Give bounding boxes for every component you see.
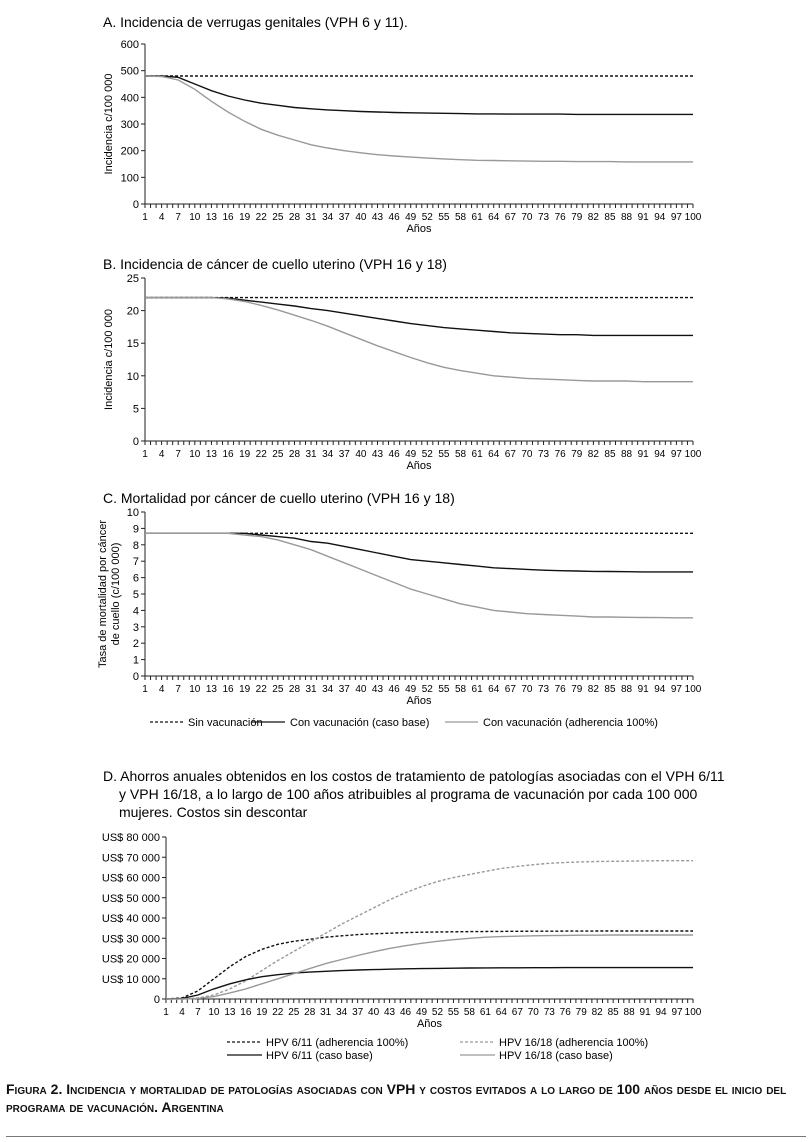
x-tick-label: 64 <box>495 1007 507 1018</box>
x-tick-label: 85 <box>604 449 616 460</box>
x-tick-label: 67 <box>504 449 516 460</box>
x-tick-label: 34 <box>322 449 334 460</box>
y-tick-label: US$ 50 000 <box>101 892 160 905</box>
y-tick-label: 0 <box>132 671 139 683</box>
x-tick-label: 73 <box>543 1007 555 1018</box>
y-tick-label: 9 <box>132 523 139 536</box>
y-tick-label: US$ 60 000 <box>101 872 160 885</box>
x-tick-label: 19 <box>239 212 251 223</box>
x-tick-label: 100 <box>684 1007 702 1018</box>
y-tick-label: 15 <box>126 338 139 351</box>
x-tick-label: 49 <box>405 684 417 695</box>
y-axis-label: de cuello (c/100 000) <box>110 542 122 646</box>
y-tick-label: 0 <box>132 436 139 448</box>
y-tick-label: 4 <box>132 605 139 618</box>
x-tick-label: 76 <box>554 212 566 223</box>
x-tick-label: 97 <box>670 449 682 460</box>
y-tick-label: 5 <box>132 589 139 601</box>
y-tick-label: 600 <box>120 39 139 51</box>
y-axis-label: Incidencia c/100 000 <box>103 309 115 410</box>
x-tick-label: 79 <box>571 684 583 695</box>
legend-label: Con vacunación (adherencia 100%) <box>483 717 658 729</box>
y-tick-label: 10 <box>126 507 139 519</box>
x-tick-label: 4 <box>158 212 165 223</box>
x-tick-label: 16 <box>222 212 234 223</box>
x-tick-label: 52 <box>431 1007 444 1018</box>
series-line <box>145 298 693 336</box>
y-tick-label: 400 <box>120 92 139 105</box>
x-tick-label: 4 <box>158 449 165 460</box>
x-tick-label: 1 <box>142 449 148 460</box>
x-axis-label: Años <box>406 223 432 235</box>
series-line <box>145 298 693 382</box>
y-tick-label: 200 <box>120 145 139 158</box>
x-tick-label: 94 <box>654 684 666 695</box>
y-axis-label: Incidencia c/100 000 <box>103 73 115 175</box>
x-tick-label: 58 <box>454 212 467 223</box>
x-tick-label: 91 <box>637 684 649 695</box>
x-tick-label: 61 <box>471 449 483 460</box>
x-tick-label: 31 <box>305 449 317 460</box>
y-tick-label: 25 <box>126 273 139 285</box>
x-tick-label: 4 <box>158 684 165 695</box>
x-tick-label: 52 <box>421 212 433 223</box>
x-tick-label: 28 <box>288 449 301 460</box>
y-tick-label: 10 <box>126 370 139 383</box>
x-tick-label: 13 <box>205 212 217 223</box>
x-tick-label: 79 <box>571 212 583 223</box>
x-tick-label: 16 <box>222 449 234 460</box>
x-tick-label: 40 <box>355 684 367 695</box>
x-tick-label: 85 <box>604 212 616 223</box>
x-tick-label: 19 <box>239 449 251 460</box>
x-tick-label: 73 <box>537 212 550 223</box>
x-tick-label: 94 <box>655 1007 667 1018</box>
legend-label: HPV 16/18 (caso base) <box>499 1050 613 1062</box>
x-tick-label: 10 <box>189 449 201 460</box>
x-tick-label: 7 <box>175 684 181 695</box>
x-tick-label: 52 <box>421 449 433 460</box>
y-tick-label: 0 <box>153 994 160 1006</box>
series-line <box>145 533 693 572</box>
x-tick-label: 94 <box>654 449 666 460</box>
x-tick-label: 22 <box>272 1007 284 1018</box>
x-tick-label: 94 <box>654 212 666 223</box>
x-tick-label: 34 <box>336 1007 348 1018</box>
x-tick-label: 1 <box>142 684 148 695</box>
x-tick-label: 37 <box>338 212 350 223</box>
chart-title-line: y VPH 16/18, a lo largo de 100 años atribuibles al programa de vacunación por cada 100 000 <box>119 786 698 802</box>
x-tick-label: 58 <box>454 449 467 460</box>
legend-label: Con vacunación (caso base) <box>290 717 430 729</box>
y-tick-label: US$ 30 000 <box>101 933 160 946</box>
x-tick-label: 49 <box>405 449 417 460</box>
legend-label: HPV 6/11 (adherencia 100%) <box>266 1037 409 1049</box>
x-tick-label: 13 <box>224 1007 236 1018</box>
y-tick-label: US$ 10 000 <box>101 973 160 986</box>
x-tick-label: 76 <box>554 449 566 460</box>
x-tick-label: 82 <box>591 1007 603 1018</box>
x-tick-label: 100 <box>684 684 702 695</box>
chart-title-line: D. Ahorros anuales obtenidos en los costos de tratamiento de patologías asociadas con el VPH 6/11 <box>103 768 725 784</box>
y-tick-label: 300 <box>120 119 139 131</box>
x-tick-label: 7 <box>195 1007 201 1018</box>
x-tick-label: 37 <box>338 684 350 695</box>
series-line <box>145 533 693 618</box>
legend-label: HPV 6/11 (caso base) <box>266 1050 373 1062</box>
x-tick-label: 43 <box>371 212 384 223</box>
x-tick-label: 82 <box>587 449 599 460</box>
x-tick-label: 40 <box>355 212 367 223</box>
x-tick-label: 67 <box>511 1007 523 1018</box>
x-tick-label: 91 <box>637 212 649 223</box>
x-tick-label: 76 <box>554 684 566 695</box>
x-tick-label: 79 <box>575 1007 587 1018</box>
x-tick-label: 28 <box>288 684 301 695</box>
x-tick-label: 70 <box>521 684 533 695</box>
x-tick-label: 73 <box>537 449 550 460</box>
x-tick-label: 73 <box>537 684 550 695</box>
x-tick-label: 91 <box>637 449 649 460</box>
x-tick-label: 52 <box>421 684 433 695</box>
x-tick-label: 7 <box>175 212 181 223</box>
x-tick-label: 79 <box>571 449 583 460</box>
x-tick-label: 43 <box>384 1007 396 1018</box>
x-tick-label: 55 <box>438 684 450 695</box>
x-tick-label: 25 <box>288 1007 300 1018</box>
y-tick-label: 1 <box>132 654 139 667</box>
x-tick-label: 16 <box>222 684 234 695</box>
y-tick-label: 7 <box>132 556 139 569</box>
x-tick-label: 46 <box>399 1007 412 1018</box>
y-tick-label: 2 <box>132 638 139 651</box>
x-tick-label: 40 <box>355 449 367 460</box>
x-tick-label: 19 <box>239 684 251 695</box>
x-tick-label: 28 <box>304 1007 316 1018</box>
x-tick-label: 10 <box>189 684 201 695</box>
x-tick-label: 97 <box>670 212 682 223</box>
x-tick-label: 61 <box>479 1007 491 1018</box>
y-tick-label: 0 <box>132 199 139 211</box>
y-tick-label: 20 <box>126 305 139 318</box>
legend-label: Sin vacunación <box>188 717 263 729</box>
x-tick-label: 19 <box>256 1007 268 1018</box>
x-tick-label: 28 <box>288 212 301 223</box>
x-tick-label: 34 <box>322 684 334 695</box>
x-tick-label: 97 <box>671 1007 683 1018</box>
x-tick-label: 100 <box>684 212 702 223</box>
series-line <box>145 76 693 114</box>
x-tick-label: 25 <box>272 212 284 223</box>
chart-title: B. Incidencia de cáncer de cuello uterino (VPH 16 y 18) <box>103 256 447 272</box>
x-tick-label: 31 <box>305 684 317 695</box>
x-tick-label: 22 <box>255 684 267 695</box>
figure-caption: Figura 2. Incidencia y mortalidad de patologías asociadas con VPH y costos evitados a lo largo de 100 años desde el inicio del programa de vacunación. Argentina <box>6 1081 787 1115</box>
x-tick-label: 82 <box>587 684 599 695</box>
x-tick-label: 1 <box>142 212 148 223</box>
x-tick-label: 97 <box>670 684 682 695</box>
x-tick-label: 64 <box>488 212 500 223</box>
x-tick-label: 46 <box>388 212 400 223</box>
x-tick-label: 55 <box>438 449 450 460</box>
legend-label: HPV 16/18 (adherencia 100%) <box>499 1037 649 1049</box>
series-line <box>166 861 693 999</box>
x-tick-label: 70 <box>527 1007 539 1018</box>
x-tick-label: 40 <box>368 1007 380 1018</box>
x-tick-label: 46 <box>388 449 400 460</box>
y-tick-label: US$ 80 000 <box>101 832 160 844</box>
y-tick-label: 8 <box>132 539 139 552</box>
y-tick-label: 5 <box>132 403 139 416</box>
x-tick-label: 67 <box>504 684 516 695</box>
y-axis-label: Tasa de mortalidad por cáncer <box>97 520 109 668</box>
x-tick-label: 25 <box>272 684 284 695</box>
x-tick-label: 88 <box>621 212 633 223</box>
x-tick-label: 49 <box>415 1007 428 1018</box>
x-tick-label: 58 <box>454 684 467 695</box>
x-axis-label: Años <box>406 460 432 472</box>
x-tick-label: 43 <box>371 684 384 695</box>
x-tick-label: 70 <box>521 449 533 460</box>
x-tick-label: 46 <box>388 684 400 695</box>
x-tick-label: 22 <box>255 212 267 223</box>
x-tick-label: 91 <box>639 1007 651 1018</box>
divider <box>6 1136 806 1137</box>
x-tick-label: 7 <box>175 449 181 460</box>
x-tick-label: 64 <box>488 684 500 695</box>
x-tick-label: 43 <box>371 449 384 460</box>
x-tick-label: 22 <box>255 449 267 460</box>
x-tick-label: 76 <box>559 1007 571 1018</box>
x-tick-label: 58 <box>463 1007 475 1018</box>
y-tick-label: US$ 40 000 <box>101 913 160 925</box>
x-tick-label: 61 <box>471 684 483 695</box>
y-tick-label: 6 <box>132 572 139 585</box>
x-tick-label: 34 <box>322 212 334 223</box>
x-axis-label: Años <box>406 695 432 707</box>
x-tick-label: 100 <box>684 449 702 460</box>
y-tick-label: 500 <box>120 65 139 78</box>
x-tick-label: 88 <box>621 684 633 695</box>
x-tick-label: 49 <box>405 212 417 223</box>
chart-title: A. Incidencia de verrugas genitales (VPH 6 y 11). <box>103 14 408 30</box>
x-tick-label: 82 <box>587 212 599 223</box>
x-tick-label: 31 <box>305 212 317 223</box>
x-tick-label: 25 <box>272 449 284 460</box>
x-tick-label: 88 <box>623 1007 635 1018</box>
x-tick-label: 13 <box>205 684 217 695</box>
x-tick-label: 13 <box>205 449 217 460</box>
x-tick-label: 10 <box>189 212 201 223</box>
x-tick-label: 64 <box>488 449 500 460</box>
x-tick-label: 31 <box>320 1007 332 1018</box>
series-line <box>166 968 693 999</box>
x-tick-label: 70 <box>521 212 533 223</box>
y-tick-label: US$ 70 000 <box>101 852 160 865</box>
chart-title-line: mujeres. Costos sin descontar <box>119 804 308 820</box>
x-axis-label: Años <box>416 1018 443 1030</box>
chart-title: C. Mortalidad por cáncer de cuello uterino (VPH 16 y 18) <box>103 490 455 506</box>
x-tick-label: 4 <box>179 1007 185 1018</box>
x-tick-label: 55 <box>438 212 450 223</box>
series-line <box>145 76 693 162</box>
x-tick-label: 85 <box>604 684 616 695</box>
x-tick-label: 37 <box>338 449 350 460</box>
x-tick-label: 1 <box>163 1007 169 1018</box>
x-tick-label: 61 <box>471 212 483 223</box>
x-tick-label: 55 <box>447 1007 460 1018</box>
y-tick-label: US$ 20 000 <box>101 953 160 966</box>
x-tick-label: 16 <box>240 1007 252 1018</box>
x-tick-label: 37 <box>352 1007 364 1018</box>
y-tick-label: 3 <box>132 621 139 634</box>
x-tick-label: 10 <box>208 1007 220 1018</box>
x-tick-label: 67 <box>504 212 516 223</box>
x-tick-label: 85 <box>607 1007 619 1018</box>
y-tick-label: 100 <box>120 172 139 185</box>
x-tick-label: 88 <box>621 449 633 460</box>
